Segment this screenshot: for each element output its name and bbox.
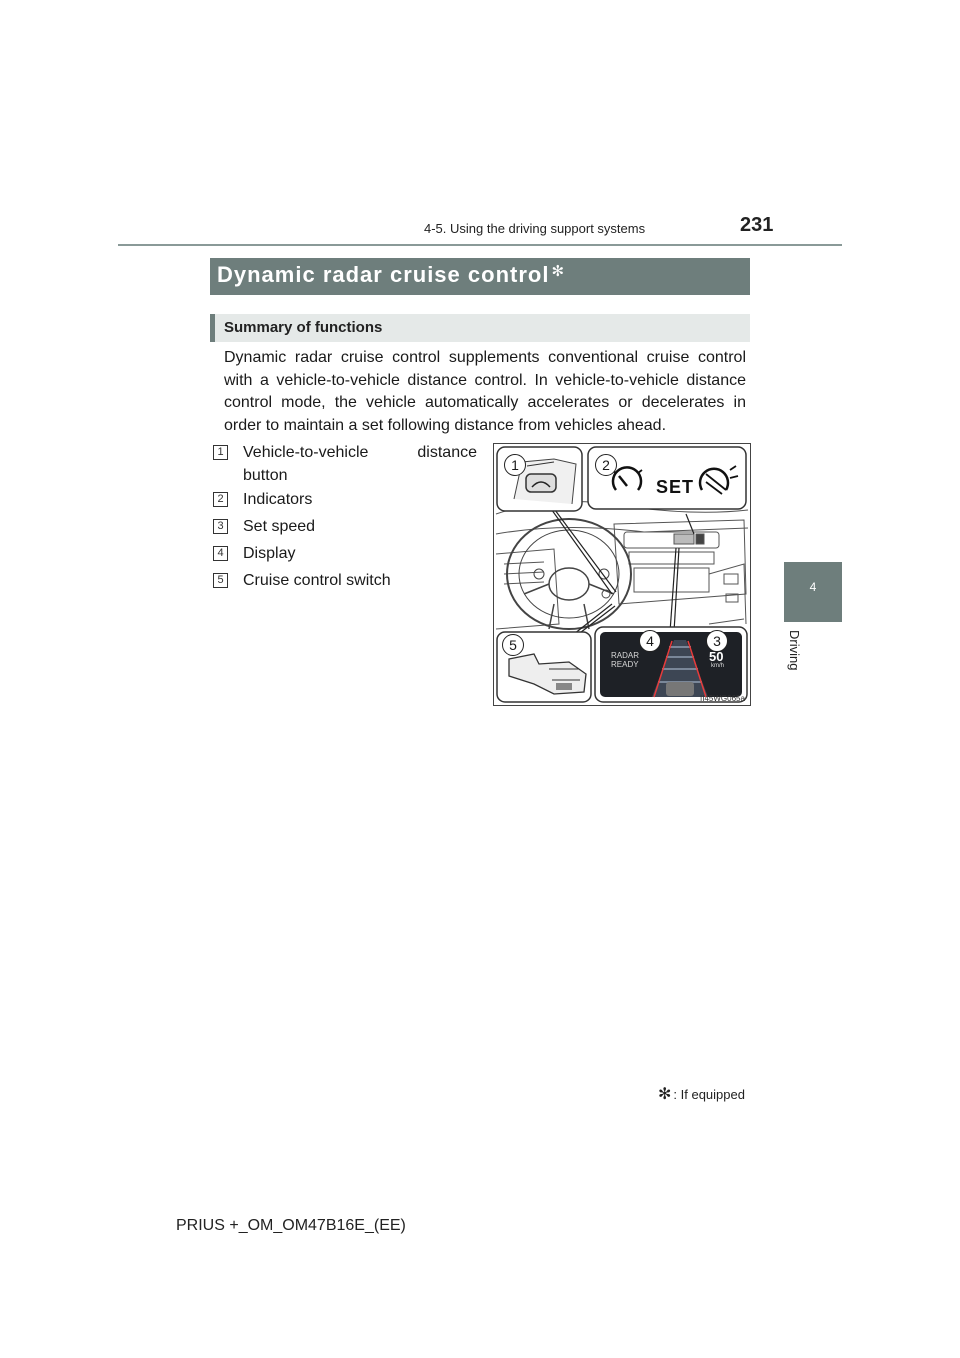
page-number: 231 xyxy=(740,214,774,236)
callout-1: 1 xyxy=(504,454,526,476)
item-number: 2 xyxy=(213,492,228,507)
steering-wheel xyxy=(507,519,631,629)
list-item xyxy=(213,488,475,511)
footnote-text: : If equipped xyxy=(673,1087,745,1102)
chapter-number: 4 xyxy=(809,580,817,594)
cockpit-illustration xyxy=(493,443,751,706)
callout-2: 2 xyxy=(595,454,617,476)
item-text: Cruise control switch xyxy=(243,572,391,589)
subheading-accent xyxy=(210,314,215,342)
item-number: 5 xyxy=(213,573,228,588)
item-text: Indicators xyxy=(243,491,313,508)
item-number: 3 xyxy=(213,519,228,534)
item-text: Set speed xyxy=(243,518,316,535)
subheading-bar xyxy=(210,314,750,342)
item-text: Vehicle-to-vehicle distance button xyxy=(243,444,477,484)
list-item xyxy=(213,569,475,592)
callout-3: 3 xyxy=(706,630,728,652)
leader-lines xyxy=(549,506,694,636)
set-indicator: SET xyxy=(656,477,695,497)
list-item xyxy=(213,542,475,565)
list-item xyxy=(213,515,475,538)
item-text: Display xyxy=(243,545,296,562)
footnote-mark: ✻ xyxy=(658,1086,672,1103)
radar-text-line: RADAR xyxy=(611,651,640,660)
item-number: 4 xyxy=(213,546,228,561)
chapter-label-text: Driving xyxy=(787,630,802,671)
illustration-code: II45WG065a xyxy=(700,694,745,703)
set-speed-unit: km/h xyxy=(711,663,725,669)
header-divider xyxy=(118,244,842,246)
body-paragraph: Dynamic radar cruise control supplements conventional cruise control with a vehicle-to-vehicle distance control. In vehicle-to-vehicle distance control mode, the vehicle automatically accelerates or decelerates in order to maintain a set following distance from vehicles ahead. xyxy=(224,349,746,434)
callout-4: 4 xyxy=(639,630,661,652)
section-header: 4-5. Using the driving support systems xyxy=(424,221,646,236)
title-text: Dynamic radar cruise control xyxy=(217,262,550,287)
subheading-text: Summary of functions xyxy=(224,319,383,336)
footnote xyxy=(658,1084,745,1104)
callout-5: 5 xyxy=(502,634,524,656)
dashboard-sketch xyxy=(496,502,748,630)
footer-doc-id: PRIUS +_OM_OM47B16E_(EE) xyxy=(176,1217,406,1234)
ready-text-line: READY xyxy=(611,660,639,669)
page-title xyxy=(217,262,565,288)
if-equipped-mark: ✻ xyxy=(551,263,566,280)
item-number: 1 xyxy=(213,445,228,460)
list-item xyxy=(213,441,475,487)
set-speed-value: 50 xyxy=(709,649,724,664)
chapter-label xyxy=(786,630,802,678)
chapter-tab xyxy=(784,562,842,622)
radar-ready-text xyxy=(611,651,639,669)
title-banner xyxy=(210,258,750,295)
